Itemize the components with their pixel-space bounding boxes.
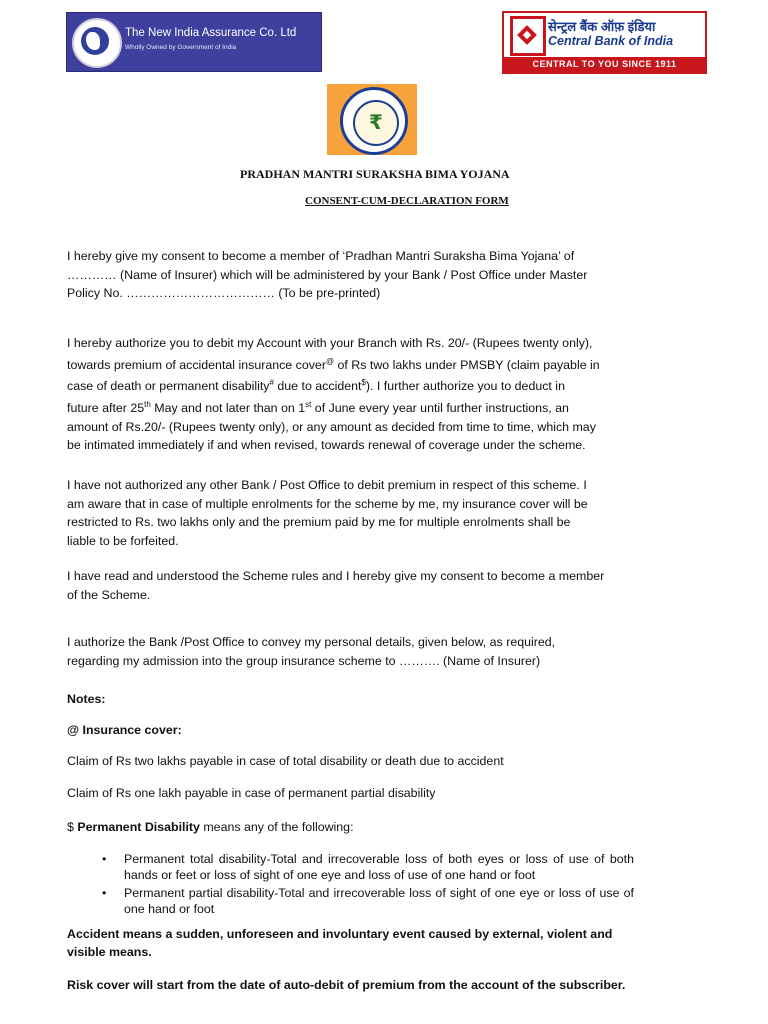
bullet-icon: • xyxy=(102,852,107,866)
multiple-enrolment-paragraph: I have not authorized any other Bank / Post Office to debit premium in respect of this scheme. I am aware that in case of multiple enrolments for the scheme by me, my insurance cover will be restricted to Rs. two lakhs only and the premium paid by me for multiple enrolments shall be liable to be forfeited. xyxy=(67,478,588,548)
disability-list xyxy=(67,851,634,917)
central-bank-logo xyxy=(502,11,707,74)
permanent-disability-heading: $ Permanent Disability means any of the following: xyxy=(67,820,354,834)
page-title: PRADHAN MANTRI SURAKSHA BIMA YOJANA xyxy=(240,167,510,181)
nia-tagline: Wholly Owned by Government of India xyxy=(125,44,237,51)
cbi-emblem-icon xyxy=(510,16,546,56)
consent-paragraph: I hereby give my consent to become a member of ‘Pradhan Mantri Suraksha Bima Yojana’ of ………… (Name of Insurer) which will be administered by your Bank / Post Office under Master Policy No. ……………………………… (To be pre-printed) xyxy=(67,249,588,301)
notes-heading: Notes: xyxy=(67,692,106,706)
india-map-emblem-icon xyxy=(72,18,122,68)
list-item: • Permanent total disability-Total and irrecoverable loss of both eyes or loss of use of both hands or feet or loss of sight of one eye and loss of use of one hand or foot xyxy=(102,852,634,882)
cbi-english-name: Central Bank of India xyxy=(548,34,674,48)
claim-total-disability: Claim of Rs two lakhs payable in case of total disability or death due to accident xyxy=(67,754,504,768)
accident-definition: Accident means a sudden, unforeseen and involuntary event caused by external, violent and visible means. xyxy=(67,927,613,959)
debit-authorization-paragraph: I hereby authorize you to debit my Account with your Branch with Rs. 20/- (Rupees twenty only), towards premium of accidental insurance cover@ of Rs two lakhs under PMSBY (claim payable in case of death or permanent disability# due to accident$). I further authorize you to deduct in future after 25th May and not later than on 1st of June every year until further instructions, an amount of Rs.20/- (Rupees twenty only), or any amount as decided from time to time, which may be intimated immediately if and when revised, towards renewal of coverage under the scheme. xyxy=(67,336,600,453)
risk-cover-statement: Risk cover will start from the date of auto-debit of premium from the account of the subscriber. xyxy=(67,978,626,992)
cbi-hindi-name: सेन्ट्रल बैंक ऑफ़ इंडिया xyxy=(548,19,656,34)
nia-company-name: The New India Assurance Co. Ltd xyxy=(125,27,297,39)
personal-details-paragraph: I authorize the Bank /Post Office to convey my personal details, given below, as required, regarding my admission into the group insurance scheme to ………. (Name of Insurer) xyxy=(67,635,556,668)
insurance-cover-heading: @ Insurance cover: xyxy=(67,723,182,737)
scheme-rules-paragraph: I have read and understood the Scheme rules and I hereby give my consent to become a member of the Scheme. xyxy=(67,569,605,602)
pmjdy-logo-icon: ₹ xyxy=(327,84,417,155)
new-india-assurance-logo xyxy=(66,12,322,72)
claim-partial-disability: Claim of Rs one lakh payable in case of permanent partial disability xyxy=(67,786,436,800)
form-subtitle: CONSENT-CUM-DECLARATION FORM xyxy=(305,195,509,207)
bullet-icon: • xyxy=(102,886,107,900)
cbi-tagline: CENTRAL TO YOU SINCE 1911 xyxy=(504,57,705,72)
list-item: • Permanent partial disability-Total and irrecoverable loss of sight of one eye or loss of use of one hand or foot xyxy=(102,886,634,916)
